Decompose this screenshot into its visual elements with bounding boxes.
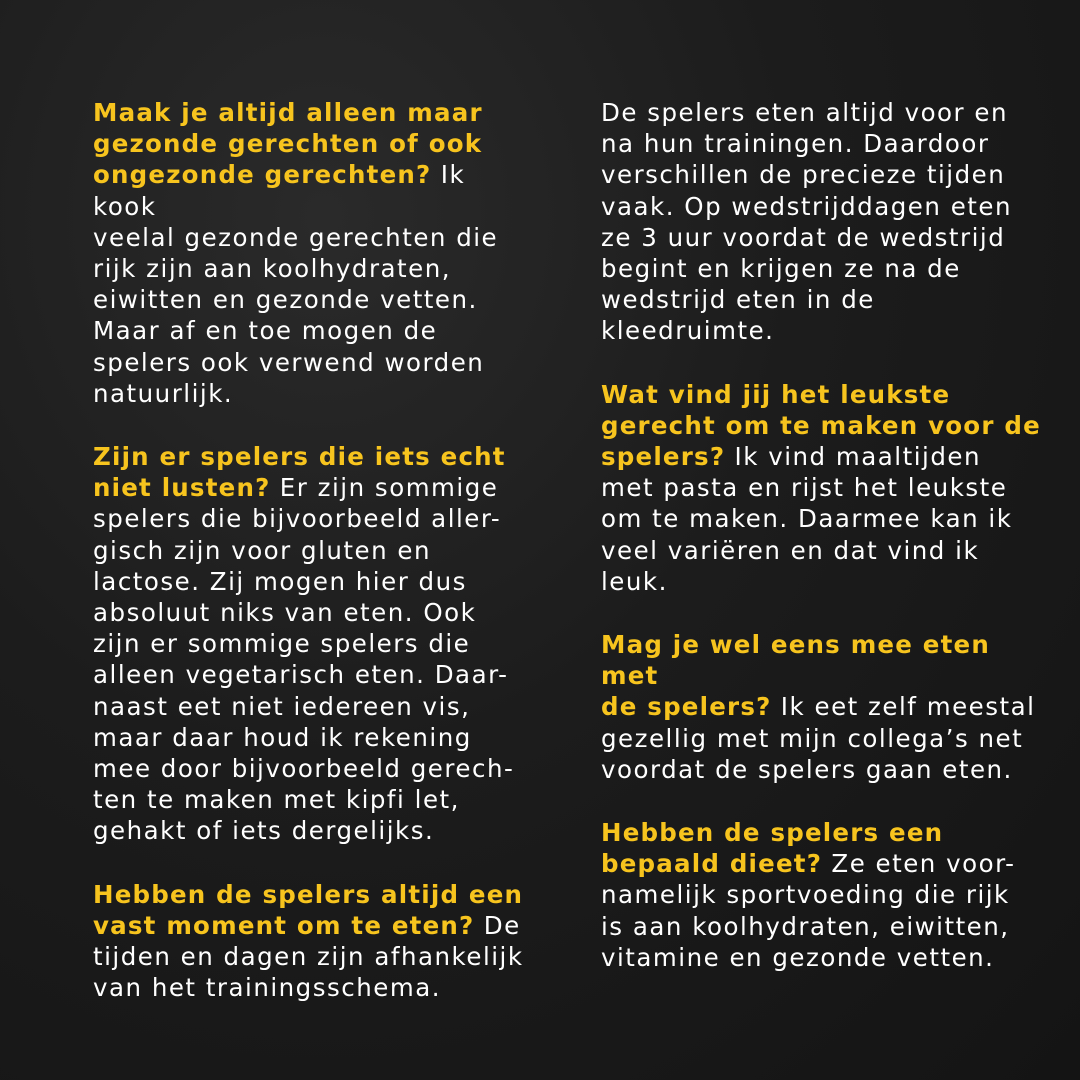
qa-block-4 xyxy=(601,379,1041,597)
question-text: Maak je altijd alleen maar gezonde gerechten of ook ongezonde gerechten? xyxy=(93,98,483,190)
qa-block-6 xyxy=(601,817,1041,973)
question-text: Mag je wel eens mee eten met de spelers? xyxy=(601,630,990,722)
answer-text: De spelers eten altijd voor en na hun trainingen. Daardoor verschillen de precieze tijden vaak. Op wedstrijddagen eten ze 3 uur voordat de wedstrijd begint en krijgen ze na de wedstrijd eten in de kleedruimte. xyxy=(601,98,1012,346)
right-column xyxy=(601,97,1041,1005)
qa-block-2 xyxy=(93,441,533,847)
qa-block-3-continued xyxy=(601,97,1041,347)
answer-text: Ik kook veelal gezonde gerechten die rijk zijn aan koolhydraten, eiwitten en gezonde vetten. Maar af en toe mogen de spelers ook verwend worden natuurlijk. xyxy=(93,160,499,408)
answer-text: De tijden en dagen zijn afhankelijk van het trainingsschema. xyxy=(93,910,524,1003)
answer-text: Ik vind maaltijden met pasta en rijst het leukste om te maken. Daarmee kan ik veel variëren en dat vind ik leuk. xyxy=(601,442,1013,596)
question-text: Hebben de spelers altijd een vast moment om te eten? xyxy=(93,879,524,940)
question-text: Wat vind jij het leukste gerecht om te maken voor de spelers? xyxy=(601,379,1041,472)
qa-block-3 xyxy=(93,879,533,1004)
question-text: Hebben de spelers een bepaald dieet? xyxy=(601,818,944,879)
answer-text: Ze eten voor- namelijk sportvoeding die rijk is aan koolhydraten, eiwitten, vitamine en gezonde vetten. xyxy=(601,849,1016,972)
qa-block-5 xyxy=(601,629,1041,785)
left-column xyxy=(93,97,533,1035)
question-text: Zijn er spelers die iets echt niet lusten? xyxy=(93,442,506,503)
qa-block-1 xyxy=(93,97,533,409)
answer-text: Er zijn sommige spelers die bijvoorbeeld aller- gisch zijn voor gluten en lactose. Zij mogen hier dus absoluut niks van eten. Ook zijn er sommige spelers die alleen vegetarisch eten. Daar- naast eet niet iedereen vis, maar daar houd ik rekening mee door bijvoorbeeld gerech- ten te maken met kipfi let, gehakt of iets dergelijks. xyxy=(93,473,515,846)
answer-text: Ik eet zelf meestal gezellig met mijn collega’s net voordat de spelers gaan eten. xyxy=(601,692,1036,784)
